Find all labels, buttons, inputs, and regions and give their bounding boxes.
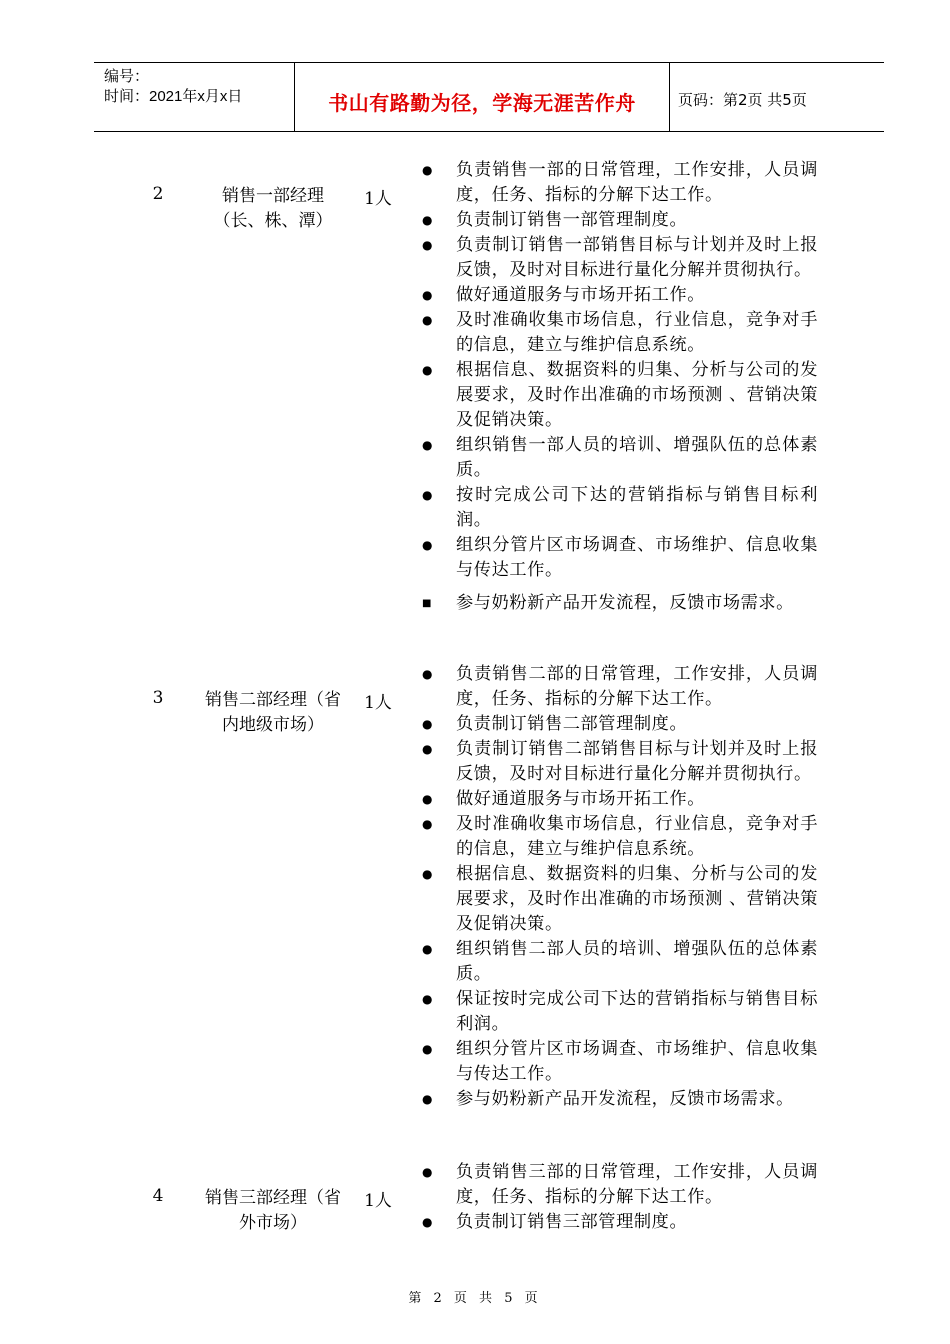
bullet-icon: ● (422, 288, 434, 302)
list-item: ● 组织销售二部人员的培训、增强队伍的总体素质。 (422, 939, 818, 984)
bullet-icon: ● (422, 1042, 434, 1056)
bullet-icon: ● (422, 438, 434, 452)
list-item: ● 根据信息、数据资料的归集、分析与公司的发展要求，及时作出准确的市场预测 、营销决策及促销决策。 (422, 360, 818, 430)
row-number: 2 (152, 184, 164, 204)
list-item: ● 负责制订销售二部管理制度。 (418, 712, 818, 737)
list-item: ● 负责销售一部的日常管理，工作安排，人员调度，任务、指标的分解下达工作。 (422, 160, 818, 205)
list-item: ● 负责制订销售二部销售目标与计划并及时上报反馈，及时对目标进行量化分解并贯彻执行。 (422, 739, 818, 784)
document-time-label: 时间：2021年x月x日 (104, 88, 243, 105)
row-number: 3 (152, 688, 164, 708)
list-item: ● 参与奶粉新产品开发流程，反馈市场需求。 (418, 1087, 818, 1112)
list-item: ● 组织销售一部人员的培训、增强队伍的总体素质。 (422, 435, 818, 480)
bullet-icon: ● (422, 942, 434, 956)
bullet-square-icon: ■ (422, 598, 433, 609)
position-title: 销售二部经理（省内地级市场） (205, 690, 341, 735)
bullet-icon: ● (422, 313, 434, 327)
page-header (94, 62, 884, 132)
duty-list (418, 1160, 818, 1235)
list-item: ● 做好通道服务与市场开拓工作。 (418, 787, 818, 812)
bullet-icon: ● (422, 992, 434, 1006)
bullet-icon: ● (422, 667, 434, 681)
bullet-icon: ● (422, 488, 434, 502)
bullet-icon: ● (422, 1092, 434, 1106)
document-number-label: 编号： (104, 68, 150, 85)
list-item: ● 组织分管片区市场调查、市场维护、信息收集与传达工作。 (422, 535, 818, 580)
list-item: ● 及时准确收集市场信息，行业信息，竞争对手的信息，建立与维护信息系统。 (422, 814, 818, 859)
row-number: 4 (152, 1186, 164, 1206)
position-title: 销售三部经理（省外市场） (205, 1188, 341, 1233)
list-item: ● 根据信息、数据资料的归集、分析与公司的发展要求，及时作出准确的市场预测 、营销决策及促销决策。 (422, 864, 818, 934)
bullet-icon: ● (422, 1215, 434, 1229)
list-item: ● 负责制订销售一部管理制度。 (418, 208, 818, 233)
list-item: ● 做好通道服务与市场开拓工作。 (418, 283, 818, 308)
headcount: 1人 (364, 189, 392, 209)
list-item: ■ 参与奶粉新产品开发流程，反馈市场需求。 (418, 591, 818, 616)
bullet-icon: ● (422, 238, 434, 252)
list-item: ● 负责销售三部的日常管理，工作安排，人员调度，任务、指标的分解下达工作。 (422, 1162, 818, 1207)
list-item: ● 负责销售二部的日常管理，工作安排，人员调度，任务、指标的分解下达工作。 (422, 664, 818, 709)
header-page-cell (670, 63, 884, 131)
bullet-icon: ● (422, 538, 434, 552)
list-item: ● 保证按时完成公司下达的营销指标与销售目标利润。 (422, 989, 818, 1034)
header-page-label: 页码：第2页 共5页 (678, 91, 807, 109)
headcount: 1人 (364, 693, 392, 713)
position-title: 销售一部经理（长、株、潭） (213, 186, 333, 231)
list-item: ● 组织分管片区市场调查、市场维护、信息收集与传达工作。 (422, 1039, 818, 1084)
header-meta (94, 63, 294, 131)
bullet-icon: ● (422, 717, 434, 731)
bullet-icon: ● (422, 363, 434, 377)
bullet-icon: ● (422, 817, 434, 831)
bullet-icon: ● (422, 792, 434, 806)
bullet-icon: ● (422, 867, 434, 881)
header-motto-cell (294, 63, 670, 131)
bullet-icon: ● (422, 213, 434, 227)
header-motto: 书山有路勤为径，学海无涯苦作舟 (328, 91, 636, 115)
bullet-icon: ● (422, 742, 434, 756)
page-footer: 第 2 页 共 5 页 (408, 1291, 542, 1306)
bullet-icon: ● (422, 163, 434, 177)
list-item: ● 及时准确收集市场信息，行业信息，竞争对手的信息，建立与维护信息系统。 (422, 310, 818, 355)
duty-list (418, 662, 818, 1112)
headcount: 1人 (364, 1191, 392, 1211)
list-item: ● 按时完成公司下达的营销指标与销售目标利润。 (422, 485, 818, 530)
bullet-icon: ● (422, 1165, 434, 1179)
list-item: ● 负责制订销售一部销售目标与计划并及时上报反馈，及时对目标进行量化分解并贯彻执行。 (422, 235, 818, 280)
list-item: ● 负责制订销售三部管理制度。 (418, 1210, 818, 1235)
duty-list (418, 158, 818, 616)
